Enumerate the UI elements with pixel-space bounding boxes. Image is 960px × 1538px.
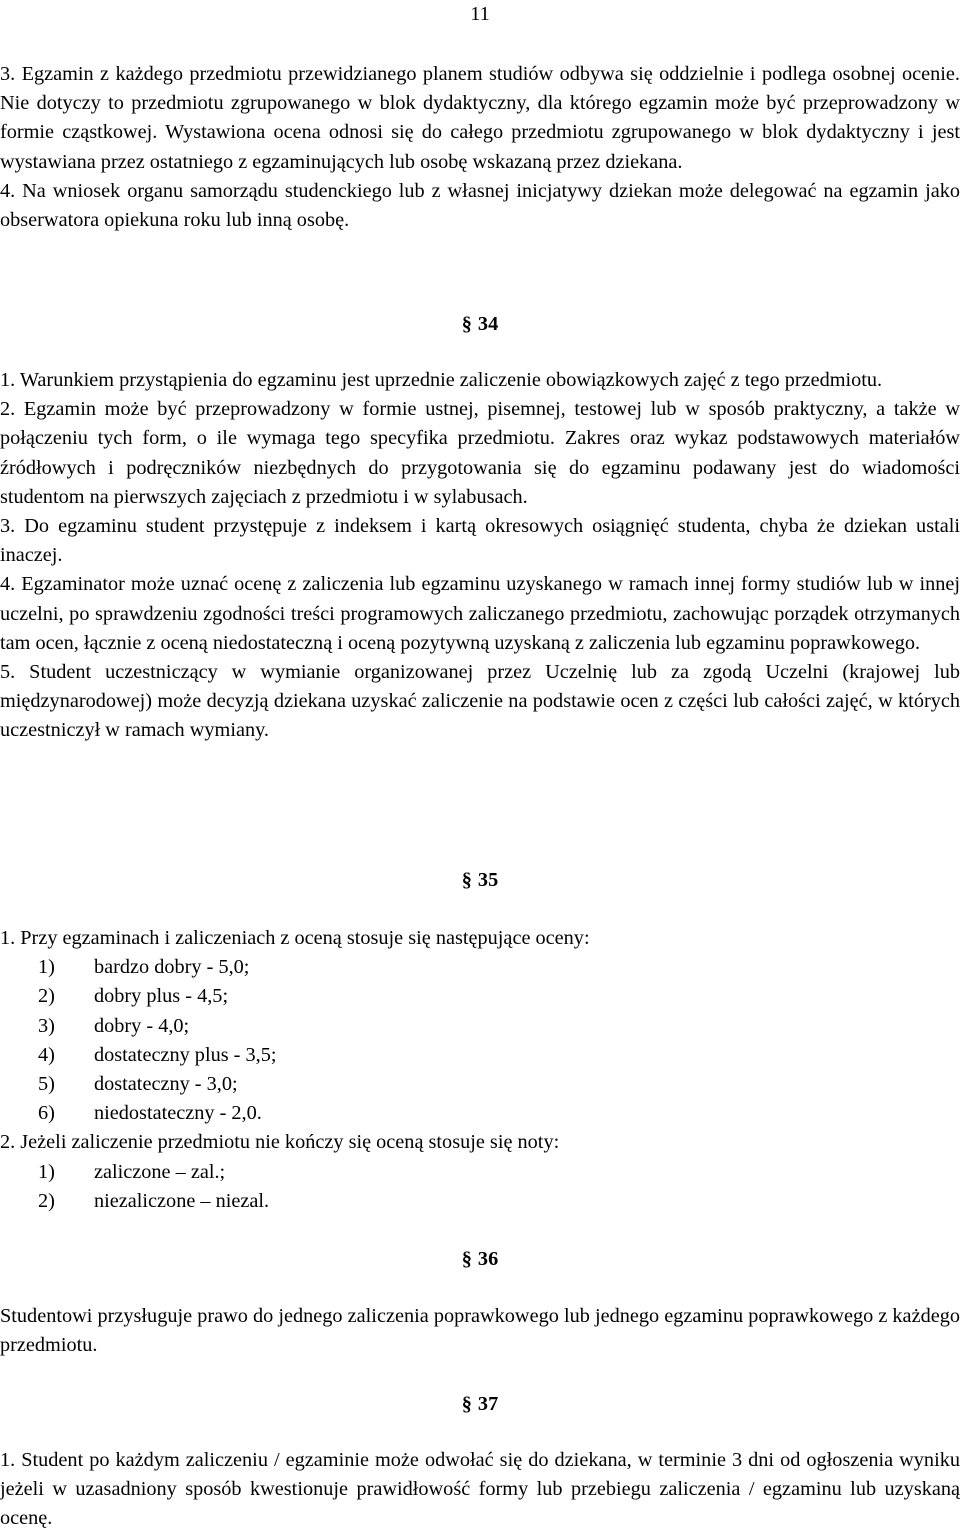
paragraph-4: 4. Na wniosek organu samorządu studenckiego lub z własnej inicjatywy dziekan może delegować na egzamin jako obserwatora opiekuna roku lub inną osobę.	[0, 179, 960, 232]
list-item: 6) niedostateczny - 2,0.	[38, 1102, 262, 1125]
list-item: 5) dostateczny - 3,0;	[38, 1072, 238, 1095]
paragraph-1: 1. Przy egzaminach i zaliczeniach z oceną stosuje się następujące oceny:	[0, 927, 590, 949]
paragraph-3: 3. Do egzaminu student przystępuje z indeksem i kartą okresowych osiągnięć studenta, chyba że dziekan ustali inaczej.	[0, 515, 960, 567]
section-sign: §	[461, 869, 472, 891]
list-item: 2) niezaliczone – niezal.	[38, 1189, 270, 1212]
paragraph-3: 3. Egzamin z każdego przedmiotu przewidzianego planem studiów odbywa się oddzielnie i podlega osobnej ocenie. Nie dotyczy to przedmiotu zgrupowanego w blok dydaktyczny, dla którego egzamin może być przeprowadzony w formie cząstkowej. Wystawiona ocena odnosi się do całego przedmiotu zgrupowanego w blok dydaktyczny i jest wystawiana przez ostatniego z egzaminujących lub osobę wskazaną przez dziekana.	[0, 63, 960, 173]
paragraph-2: 2. Egzamin może być przeprowadzony w formie ustnej, pisemnej, testowej lub w sposób praktyczny, a także w połączeniu tych form, o ile wymaga tego specyfika przedmiotu. Zakres oraz wykaz podstawowych materiałów źródłowych i podręczników niezbędnych do przygotowania się do egzaminu podawany jest do wiadomości studentom na pierwszych zajęciach z przedmiotu i w sylabusach.	[0, 398, 960, 508]
section-number: 34	[477, 313, 499, 335]
paragraph-2: 2. Jeżeli zaliczenie przedmiotu nie kończy się oceną stosuje się noty:	[0, 1131, 560, 1154]
section-sign: §	[461, 313, 472, 335]
page-number: 11	[470, 3, 490, 25]
section-37-body	[0, 1446, 960, 1534]
section-36-heading	[0, 1245, 960, 1274]
paragraph-1: 1. Student po każdym zaliczeniu / egzaminie może odwołać się do dziekana, w terminie 3 dni od ogłoszenia wyniku jeżeli w uzasadniony sposób kwestionuje prawidłowość formy lub przebiegu zaliczenia / egzaminu lub uzyskaną ocenę.	[0, 1449, 960, 1530]
list-item: 1) bardzo dobry - 5,0;	[38, 956, 250, 979]
section-sign: §	[461, 1248, 472, 1270]
section-34-body	[0, 366, 960, 746]
paragraph-4: 4. Egzaminator może uznać ocenę z zaliczenia lub egzaminu uzyskanego w ramach innej formy studiów lub w innej uczelni, po sprawdzeniu zgodności treści programowych zaliczanego przedmiotu, zachowując porządek otrzymanych tam ocen, łącznie z oceną niedostateczną i oceną pozytywną uzyskaną z zaliczenia lub egzaminu poprawkowego.	[0, 573, 960, 654]
list-item: 2) dobry plus - 4,5;	[38, 985, 229, 1008]
paragraph-5: 5. Student uczestniczący w wymianie organizowanej przez Uczelnię lub za zgodą Uczelni (krajowej lub międzynarodowej) może decyzją dziekana uzyskać zaliczenie na podstawie ocen z części lub całości zajęć, w których uczestniczył w ramach wymiany.	[0, 661, 960, 742]
paragraph-1: Studentowi przysługuje prawo do jednego zaliczenia poprawkowego lub jednego egzaminu poprawkowego z każdego przedmiotu.	[0, 1305, 960, 1357]
section-35-heading	[0, 866, 960, 895]
section-number: 36	[477, 1248, 499, 1270]
section-33-continuation	[0, 60, 960, 235]
section-35-body	[0, 924, 960, 1216]
list-item: 4) dostateczny plus - 3,5;	[38, 1043, 277, 1066]
section-37-heading	[0, 1390, 960, 1419]
paragraph-1: 1. Warunkiem przystąpienia do egzaminu jest uprzednie zaliczenie obowiązkowych zajęć z tego przedmiotu.	[0, 369, 883, 391]
section-number: 35	[477, 869, 499, 891]
section-sign: §	[461, 1393, 472, 1415]
grades-list	[0, 953, 960, 1128]
list-item: 3) dobry - 4,0;	[38, 1014, 190, 1037]
list-item: 1) zaliczone – zal.;	[38, 1160, 226, 1183]
section-36-body	[0, 1302, 960, 1360]
section-34-heading	[0, 310, 960, 339]
notes-list	[0, 1158, 960, 1216]
section-number: 37	[477, 1393, 499, 1415]
